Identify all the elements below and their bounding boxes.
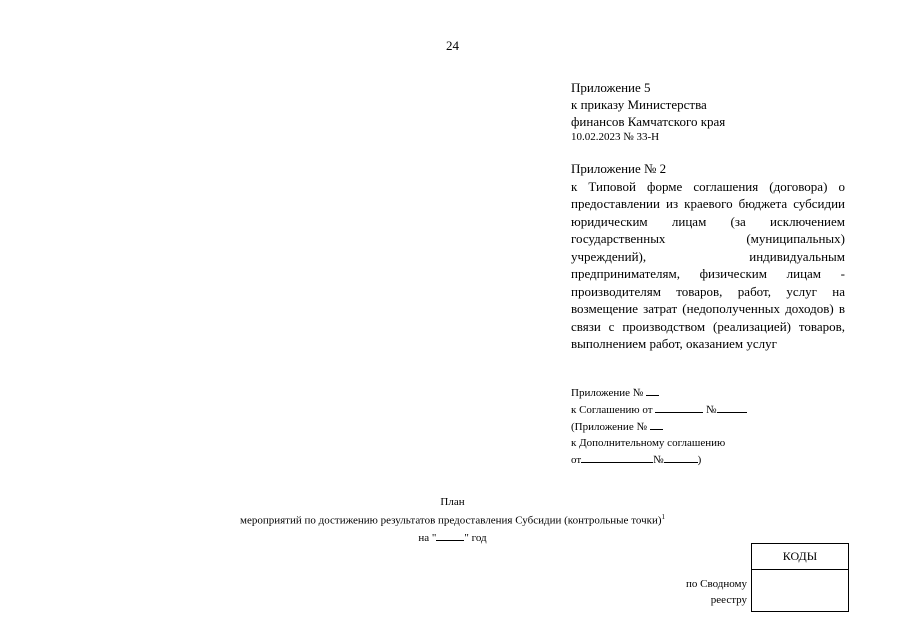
appendix-2-title: Приложение № 2 <box>571 161 667 176</box>
form-line-additional-date: от № ) <box>571 451 747 468</box>
appendix-5-ministry-line: финансов Камчатского края <box>571 114 726 129</box>
appendix-5-header <box>571 79 725 145</box>
plan-title: План <box>440 496 465 508</box>
form-line-sub-appendix: (Приложение № <box>571 418 747 435</box>
registry-code-cell[interactable] <box>752 570 848 611</box>
appendix-number-blank[interactable] <box>646 384 659 396</box>
codes-table <box>751 543 849 612</box>
appendix-2-block <box>571 160 845 353</box>
codes-header: КОДЫ <box>752 544 848 570</box>
page-number: 24 <box>446 38 459 53</box>
agreement-date-blank[interactable] <box>655 401 703 413</box>
plan-heading <box>0 495 905 546</box>
appendix-5-date: 10.02.2023 № 33-Н <box>571 131 660 143</box>
appendix-5-title: Приложение 5 <box>571 80 651 95</box>
appendix-2-body: к Типовой форме соглашения (договора) о предоставлении из краевого бюджета субсидии юридическим лицам (за исключением государственных (муниципальных) учреждений), индивидуальным предпринимателям, физическим лицам - производителям товаров, работ, услуг на возмещение затрат (недополученных доходов) в связи с производством (реализацией) товаров, выполнением работ, оказанием услуг <box>571 178 845 351</box>
registry-label: по Сводному реестру <box>685 578 747 606</box>
sub-appendix-number-blank[interactable] <box>650 418 663 430</box>
form-line-appendix-no: Приложение № <box>571 384 747 401</box>
additional-agreement-number-blank[interactable] <box>664 451 698 463</box>
plan-year-blank[interactable] <box>436 529 464 541</box>
agreement-number-blank[interactable] <box>717 401 747 413</box>
appendix-5-order-line: к приказу Министерства <box>571 97 707 112</box>
plan-year-line: на " " год <box>0 529 905 546</box>
footnote-mark: 1 <box>661 513 665 521</box>
plan-subtitle: мероприятий по достижению результатов предоставления Субсидии (контрольные точки)$^1$ <box>239 513 665 527</box>
agreement-appendix-form <box>571 384 747 468</box>
form-line-additional-agreement: к Дополнительному соглашению <box>571 437 726 449</box>
additional-agreement-date-blank[interactable] <box>581 451 653 463</box>
form-line-agreement: к Соглашению от № <box>571 401 747 418</box>
